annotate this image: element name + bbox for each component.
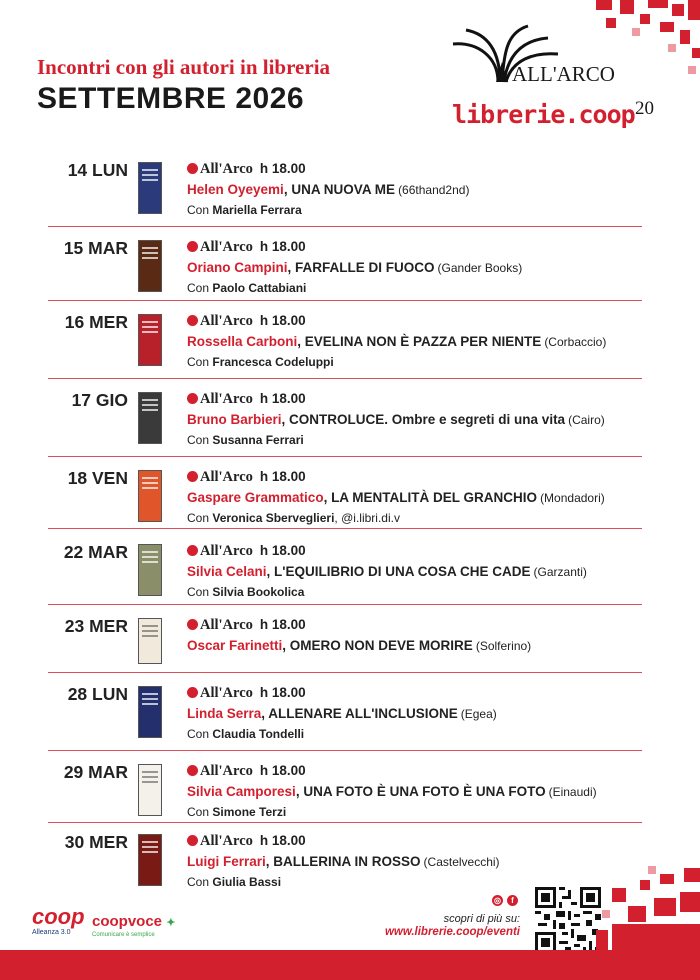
divider	[48, 672, 642, 673]
event-guest: Con Veronica Sberveglieri, @i.libri.di.v	[187, 511, 400, 525]
events-url-link[interactable]: www.librerie.coop/eventi	[384, 926, 520, 938]
event-author: Luigi Ferrari	[187, 854, 266, 869]
coopvoce-logo: coopvoce ✦ Comunicare è semplice	[92, 913, 176, 938]
event-author: Linda Serra	[187, 706, 262, 721]
event-venue: All'Arco h 18.00	[187, 469, 306, 486]
page-title: SETTEMBRE 2026	[37, 82, 305, 115]
book-publisher: (Garzanti)	[533, 565, 587, 579]
cover-text-line	[142, 179, 158, 181]
book-cover	[138, 686, 162, 738]
cover-text-line	[142, 630, 158, 632]
cover-text-line	[142, 781, 158, 783]
cover-text-line	[142, 556, 158, 558]
event-book	[187, 490, 605, 505]
book-publisher: (Gander Books)	[437, 261, 523, 275]
book-cover	[138, 618, 162, 664]
book-publisher: (Solferino)	[475, 639, 532, 653]
librerie-coop-logo: librerie.coop	[452, 100, 635, 129]
cover-text-line	[142, 693, 158, 695]
event-guest: Con Silvia Bookolica	[187, 585, 305, 599]
brand-name: ALL'ARCO	[512, 62, 615, 86]
cover-text-line	[142, 174, 158, 176]
event-date: 17 GIO	[71, 390, 128, 410]
cover-text-line	[142, 551, 158, 553]
divider	[48, 378, 642, 379]
book-title: , LA MENTALITÀ DEL GRANCHIO	[323, 490, 538, 505]
event-venue: All'Arco h 18.00	[187, 161, 306, 178]
cover-text-line	[142, 561, 158, 563]
red-dot-icon	[187, 471, 198, 482]
event-guest: Con Susanna Ferrari	[187, 433, 304, 447]
event-date: 18 VEN	[67, 468, 128, 488]
event-author: Silvia Celani	[187, 564, 267, 579]
event-author: Helen Oyeyemi	[187, 182, 284, 197]
book-cover	[138, 544, 162, 596]
cover-text-line	[142, 487, 158, 489]
cover-text-line	[142, 841, 158, 843]
divider	[48, 456, 642, 457]
book-publisher: (Einaudi)	[548, 785, 597, 799]
event-guest: Con Paolo Cattabiani	[187, 281, 307, 295]
event-book	[187, 334, 606, 349]
event-author: Rossella Carboni	[187, 334, 298, 349]
event-book	[187, 412, 605, 427]
cover-text-line	[142, 482, 158, 484]
event-author: Gaspare Grammatico	[187, 490, 324, 505]
book-publisher: (Corbaccio)	[544, 335, 607, 349]
book-title: , UNA FOTO È UNA FOTO È UNA FOTO	[295, 784, 546, 799]
event-book	[187, 182, 469, 197]
book-cover	[138, 764, 162, 816]
event-venue: All'Arco h 18.00	[187, 617, 306, 634]
divider	[48, 300, 642, 301]
facebook-icon[interactable]: f	[507, 895, 518, 906]
bottom-bar	[0, 950, 700, 980]
event-author: Silvia Camporesi	[187, 784, 296, 799]
cover-text-line	[142, 477, 158, 479]
book-title: , CONTROLUCE. Ombre e segreti di una vita	[281, 412, 566, 427]
book-publisher: (Cairo)	[568, 413, 605, 427]
cover-text-line	[142, 257, 158, 259]
divider	[48, 822, 642, 823]
logo-superscript: 20	[635, 98, 654, 119]
cover-text-line	[142, 409, 158, 411]
social-icons	[492, 890, 522, 908]
book-title: , OMERO NON DEVE MORIRE	[282, 638, 473, 653]
event-book	[187, 706, 497, 721]
book-title: , EVELINA NON È PAZZA PER NIENTE	[297, 334, 542, 349]
event-guest: Con Mariella Ferrara	[187, 203, 302, 217]
red-dot-icon	[187, 619, 198, 630]
cover-text-line	[142, 169, 158, 171]
red-dot-icon	[187, 163, 198, 174]
page-subtitle: Incontri con gli autori in libreria	[37, 55, 331, 79]
event-book	[187, 784, 597, 799]
event-guest: Con Simone Terzi	[187, 805, 287, 819]
red-dot-icon	[187, 835, 198, 846]
cover-text-line	[142, 703, 158, 705]
qr-code	[535, 887, 601, 953]
cover-text-line	[142, 404, 158, 406]
event-guest: Con Francesca Codeluppi	[187, 355, 334, 369]
book-cover	[138, 314, 162, 366]
star-icon: ✦	[166, 917, 176, 929]
discover-label: scopri di più su:	[443, 913, 520, 925]
book-cover	[138, 834, 162, 886]
divider	[48, 604, 642, 605]
red-dot-icon	[187, 687, 198, 698]
book-cover	[138, 392, 162, 444]
red-dot-icon	[187, 241, 198, 252]
event-book	[187, 638, 531, 653]
event-guest: Con Giulia Bassi	[187, 875, 282, 889]
red-dot-icon	[187, 545, 198, 556]
event-book	[187, 260, 522, 275]
cover-text-line	[142, 326, 158, 328]
cover-text-line	[142, 321, 158, 323]
book-cover	[138, 162, 162, 214]
event-date: 30 MER	[64, 832, 128, 852]
event-venue: All'Arco h 18.00	[187, 763, 306, 780]
book-publisher: (Egea)	[460, 707, 497, 721]
event-author: Bruno Barbieri	[187, 412, 282, 427]
cover-text-line	[142, 851, 158, 853]
book-title: , ALLENARE ALL'INCLUSIONE	[261, 706, 458, 721]
event-guest: Con Claudia Tondelli	[187, 727, 305, 741]
cover-text-line	[142, 331, 158, 333]
cover-text-line	[142, 776, 158, 778]
event-date: 15 MAR	[63, 238, 128, 258]
book-title: , FARFALLE DI FUOCO	[287, 260, 435, 275]
cover-text-line	[142, 635, 158, 637]
event-venue: All'Arco h 18.00	[187, 685, 306, 702]
divider	[48, 750, 642, 751]
event-book	[187, 854, 500, 869]
cover-text-line	[142, 399, 158, 401]
event-book	[187, 564, 587, 579]
book-publisher: (Mondadori)	[540, 491, 605, 505]
cover-text-line	[142, 247, 158, 249]
book-title: , BALLERINA IN ROSSO	[265, 854, 421, 869]
book-publisher: (Castelvecchi)	[423, 855, 500, 869]
divider	[48, 226, 642, 227]
coop-logo: coop Alleanza 3.0	[32, 904, 85, 936]
cover-text-line	[142, 771, 158, 773]
event-venue: All'Arco h 18.00	[187, 313, 306, 330]
event-date: 22 MAR	[63, 542, 128, 562]
event-venue: All'Arco h 18.00	[187, 833, 306, 850]
event-date: 23 MER	[64, 616, 128, 636]
red-dot-icon	[187, 765, 198, 776]
book-title: , L'EQUILIBRIO DI UNA COSA CHE CADE	[266, 564, 531, 579]
book-title: , UNA NUOVA ME	[283, 182, 396, 197]
event-venue: All'Arco h 18.00	[187, 239, 306, 256]
instagram-icon[interactable]: ◎	[492, 895, 503, 906]
event-date: 28 LUN	[67, 684, 128, 704]
cover-text-line	[142, 846, 158, 848]
event-venue: All'Arco h 18.00	[187, 391, 306, 408]
book-cover	[138, 470, 162, 522]
event-date: 14 LUN	[67, 160, 128, 180]
red-dot-icon	[187, 393, 198, 404]
cover-text-line	[142, 252, 158, 254]
cover-text-line	[142, 625, 158, 627]
event-date: 16 MER	[64, 312, 128, 332]
book-publisher: (66thand2nd)	[398, 183, 470, 197]
cover-text-line	[142, 698, 158, 700]
event-author: Oriano Campini	[187, 260, 288, 275]
event-date: 29 MAR	[63, 762, 128, 782]
book-cover	[138, 240, 162, 292]
red-dot-icon	[187, 315, 198, 326]
event-venue: All'Arco h 18.00	[187, 543, 306, 560]
divider	[48, 528, 642, 529]
event-author: Oscar Farinetti	[187, 638, 283, 653]
